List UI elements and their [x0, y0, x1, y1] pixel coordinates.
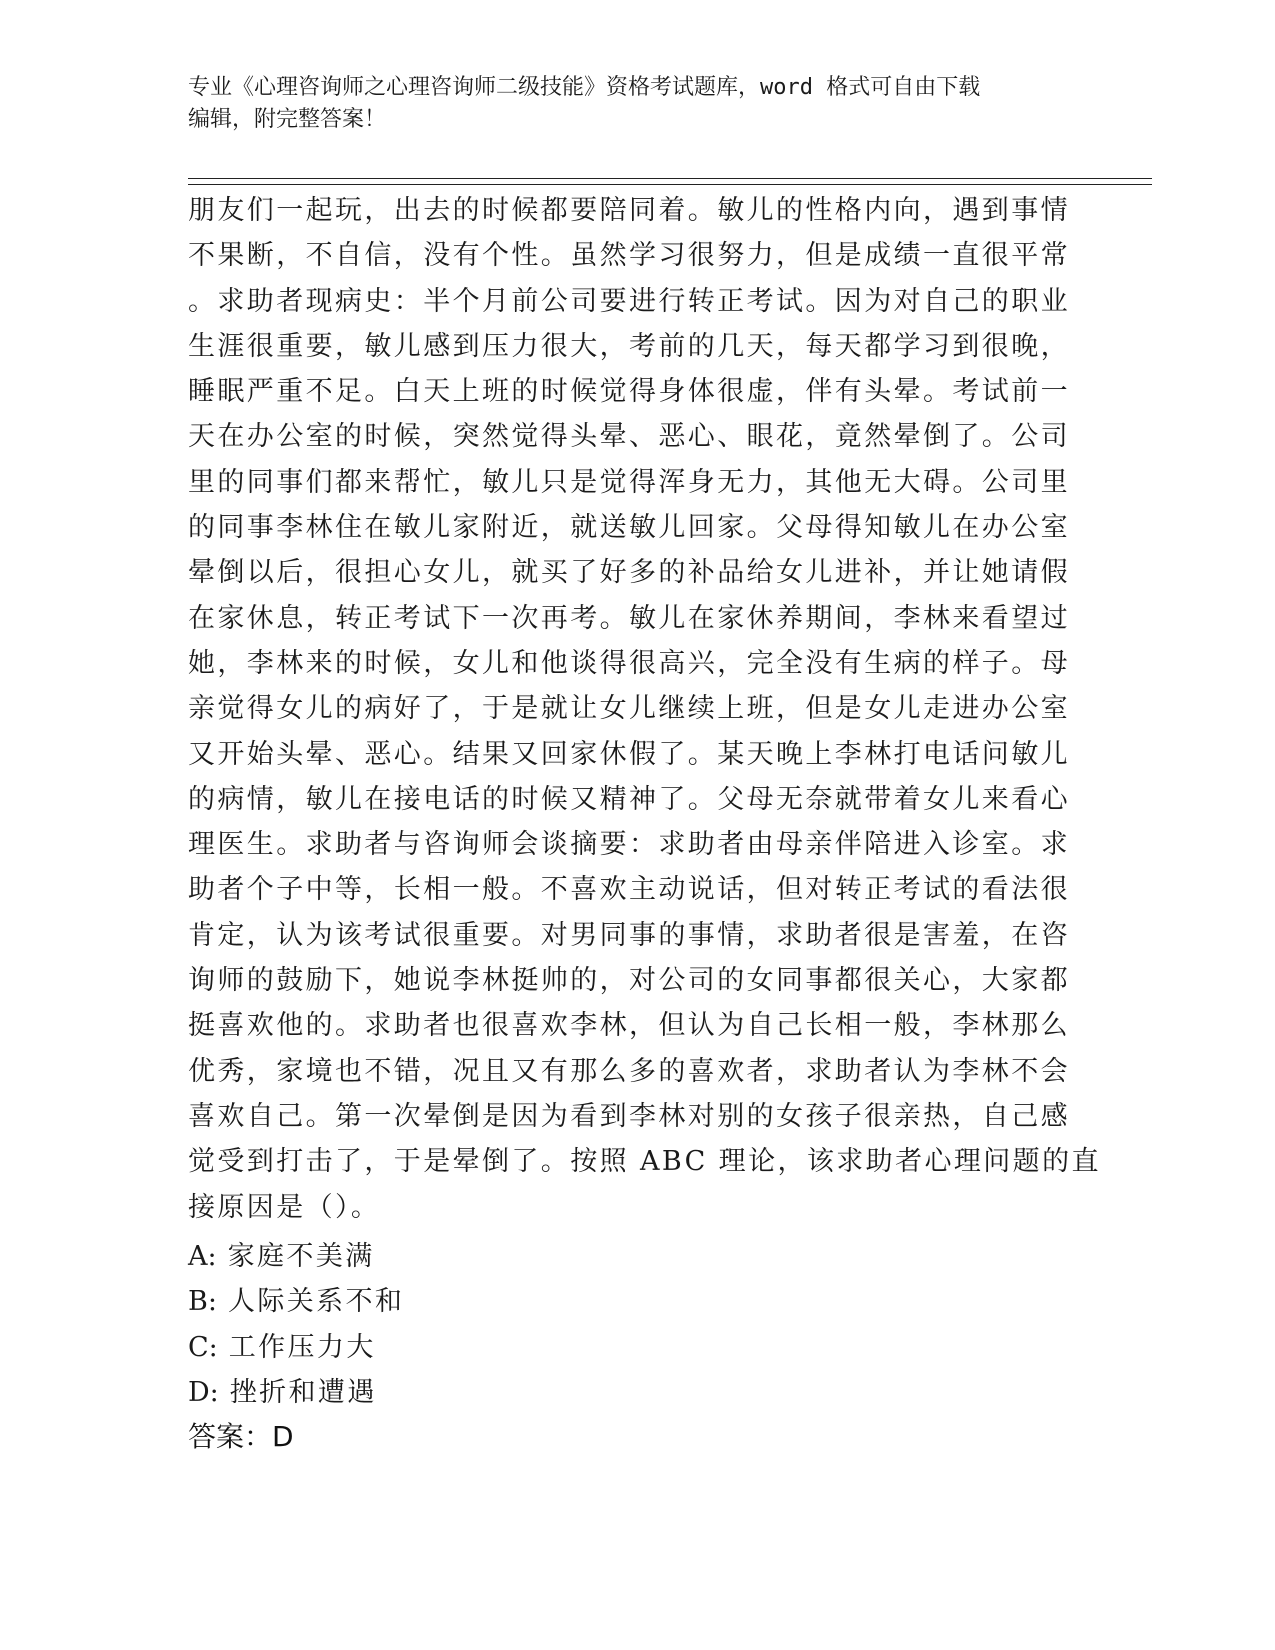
- question-line: 喜欢自己。第一次晕倒是因为看到李林对别的女孩子很亲热，自己感: [188, 1100, 1070, 1132]
- option-c: [188, 1325, 404, 1370]
- question-line: 生涯很重要，敏儿感到压力很大，考前的几天，每天都学习到很晚，: [188, 330, 1070, 362]
- question-line: 觉受到打击了，于是晕倒了。按照 ABC 理论，该求助者心理问题的直: [188, 1146, 1101, 1178]
- option-text: 挫折和遭遇: [229, 1376, 377, 1408]
- question-line: 肯定，认为该考试很重要。对男同事的事情，求助者很是害羞，在咨: [188, 919, 1070, 951]
- option-text: 家庭不美满: [227, 1241, 375, 1272]
- question-line: 睡眠严重不足。白天上班的时候觉得身体很虚，伴有头晕。考试前一: [188, 376, 1070, 408]
- header-line-2: 编辑，附完整答案！: [188, 107, 387, 132]
- question-line: 晕倒以后，很担心女儿，就买了好多的补品给女儿进补，并让她请假: [188, 557, 1070, 589]
- option-letter: B:: [188, 1286, 217, 1318]
- question-line: 亲觉得女儿的病好了，于是就让女儿继续上班，但是女儿走进办公室: [188, 693, 1070, 725]
- answer-options: [188, 1234, 404, 1415]
- header-divider: [188, 178, 1152, 185]
- question-body: [188, 188, 1101, 1230]
- question-line: 挺喜欢他的。求助者也很喜欢李林，但认为自己长相一般，李林那么: [188, 1010, 1070, 1042]
- question-line: 不果断，不自信，没有个性。虽然学习很努力，但是成绩一直很平常: [188, 240, 1070, 272]
- answer-line: 答案：D: [188, 1420, 294, 1453]
- option-letter: C:: [188, 1331, 218, 1363]
- question-line: 朋友们一起玩，出去的时候都要陪同着。敏儿的性格内向，遇到事情: [188, 195, 1070, 226]
- question-line: 又开始头晕、恶心。结果又回家休假了。某天晚上李林打电话问敏儿: [188, 738, 1070, 770]
- option-text: 工作压力大: [228, 1331, 376, 1363]
- question-line: 询师的鼓励下，她说李林挺帅的，对公司的女同事都很关心，大家都: [188, 965, 1070, 997]
- page-header: [188, 72, 1068, 136]
- question-line: 她，李林来的时候，女儿和他谈得很高兴，完全没有生病的样子。母: [188, 647, 1070, 679]
- question-line: 优秀，家境也不错，况且又有那么多的喜欢者，求助者认为李林不会: [188, 1055, 1070, 1087]
- option-d: [188, 1370, 404, 1415]
- question-line: 在家休息，转正考试下一次再考。敏儿在家休养期间，李林来看望过: [188, 602, 1070, 634]
- question-line: 助者个子中等，长相一般。不喜欢主动说话，但对转正考试的看法很: [188, 874, 1070, 906]
- question-line: 里的同事们都来帮忙，敏儿只是觉得浑身无力，其他无大碍。公司里: [188, 466, 1070, 498]
- question-line: 理医生。求助者与咨询师会谈摘要：求助者由母亲伴陪进入诊室。求: [188, 829, 1070, 861]
- question-line: 的同事李林住在敏儿家附近，就送敏儿回家。父母得知敏儿在办公室: [188, 512, 1070, 544]
- question-line: 。求助者现病史：半个月前公司要进行转正考试。因为对自己的职业: [188, 285, 1070, 317]
- option-text: 人际关系不和: [227, 1286, 405, 1318]
- option-a: [188, 1234, 404, 1279]
- question-line: 天在办公室的时候，突然觉得头晕、恶心、眼花，竟然晕倒了。公司: [188, 421, 1070, 453]
- option-letter: D:: [188, 1376, 219, 1408]
- header-line-1: 专业《心理咨询师之心理咨询师二级技能》资格考试题库，word 格式可自由下载: [188, 75, 981, 100]
- question-line: 的病情，敏儿在接电话的时候又精神了。父母无奈就带着女儿来看心: [188, 783, 1070, 815]
- option-b: [188, 1279, 404, 1324]
- question-line: 接原因是（）。: [188, 1191, 381, 1223]
- option-letter: A:: [188, 1241, 217, 1272]
